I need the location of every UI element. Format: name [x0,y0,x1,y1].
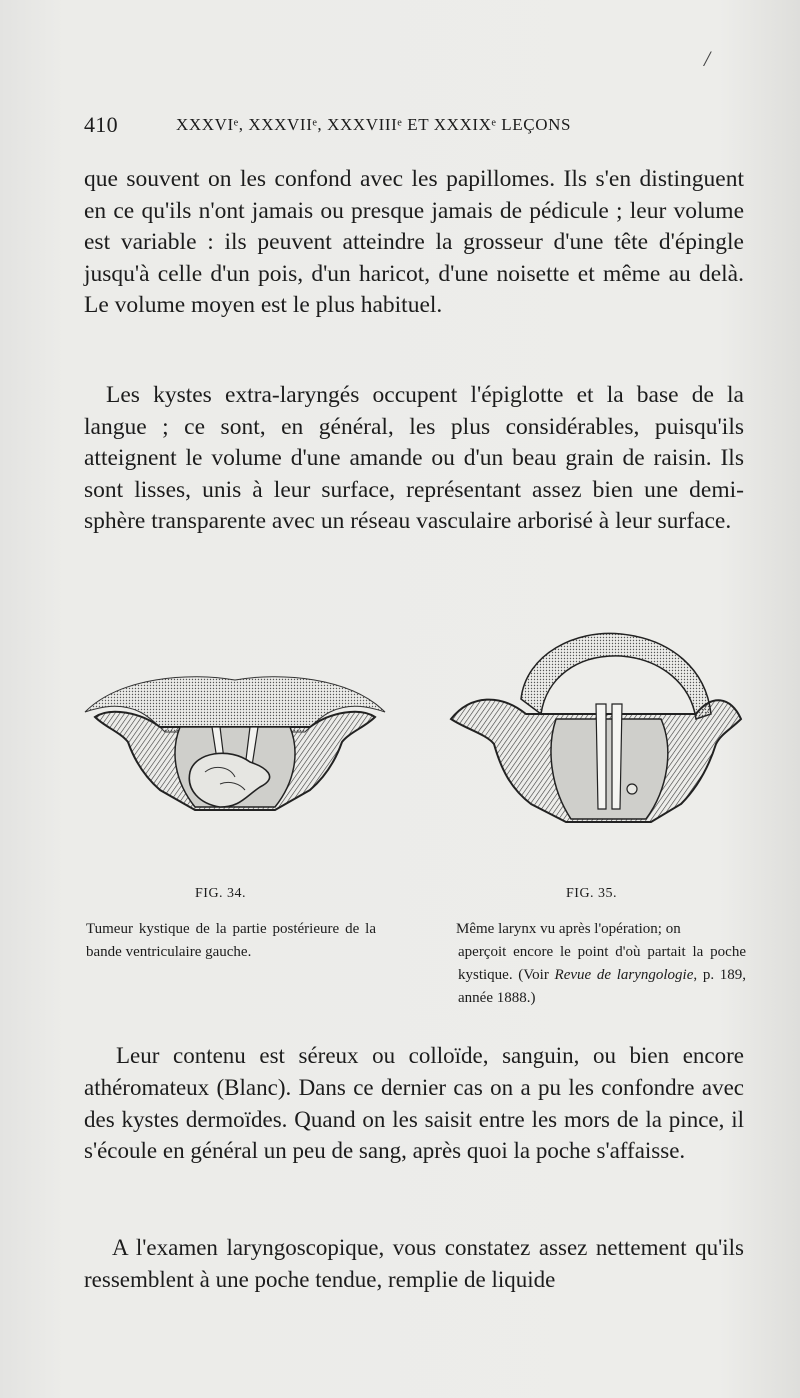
figure-34-larynx-illustration [80,672,390,832]
figure-35-caption-line1: Même larynx vu après l'opération; on [456,921,681,937]
paragraph-3: Leur contenu est séreux ou colloïde, sanguin, ou bien encore athéromateux (Blanc). Dans ce dernier cas on a pu les confondre avec des kystes dermoïdes. Quand on les saisit entre les mors de la pince, il s'écoule en général un peu de sang, après quoi la poche s'affaisse. [84,1043,744,1164]
running-title: XXXVIᵉ, XXXVIIᵉ, XXXVIIIᵉ ET XXXIXᵉ LEÇONS [176,115,572,134]
figure-35-caption-rest: aperçoit encore le point d'où partait la poche kystique. (Voir [458,944,746,983]
figure-35-caption-body [446,941,746,1010]
figure-35-caption-tail: , p. 189, année 1888.) [458,967,747,1006]
figure-35-caption-reference: Revue de laryngologie [554,967,694,983]
figure-34-caption: Tumeur kystique de la partie postérieure de la bande ventriculaire gauche. [86,921,376,960]
paragraph-2: Les kystes extra-laryngés occupent l'épiglotte et la base de la langue ; ce sont, en général, les plus considérables, puisqu'ils atteignent le volume d'une amande ou d'un beau grain de raisin. Ils sont lisses, unis à leur surface, représentant assez bien une demi-sphère transparente avec un réseau vasculaire arborisé à leur surface. [84,382,744,535]
figure-35-label: FIG. 35. [566,886,618,901]
figure-35-larynx-illustration [446,624,744,834]
paragraph-4: A l'examen laryngoscopique, vous constatez assez nettement qu'ils ressemblent à une poche tendue, remplie de liquide [84,1235,744,1292]
margin-mark: / [704,46,711,71]
paragraph-1: que souvent on les confond avec les papillomes. Ils s'en distinguent en ce qu'ils n'ont jamais ou presque jamais de pédicule ; leur volume est variable : ils peuvent atteindre la grosseur d'une tête d'épingle jusqu'à celle d'un pois, d'un haricot, d'une noisette et même au delà. Le volume moyen est le plus habituel. [84,166,744,319]
page-number: 410 [84,112,118,137]
figure-34-label: FIG. 34. [195,886,247,901]
figure-35-caption [446,918,746,1010]
